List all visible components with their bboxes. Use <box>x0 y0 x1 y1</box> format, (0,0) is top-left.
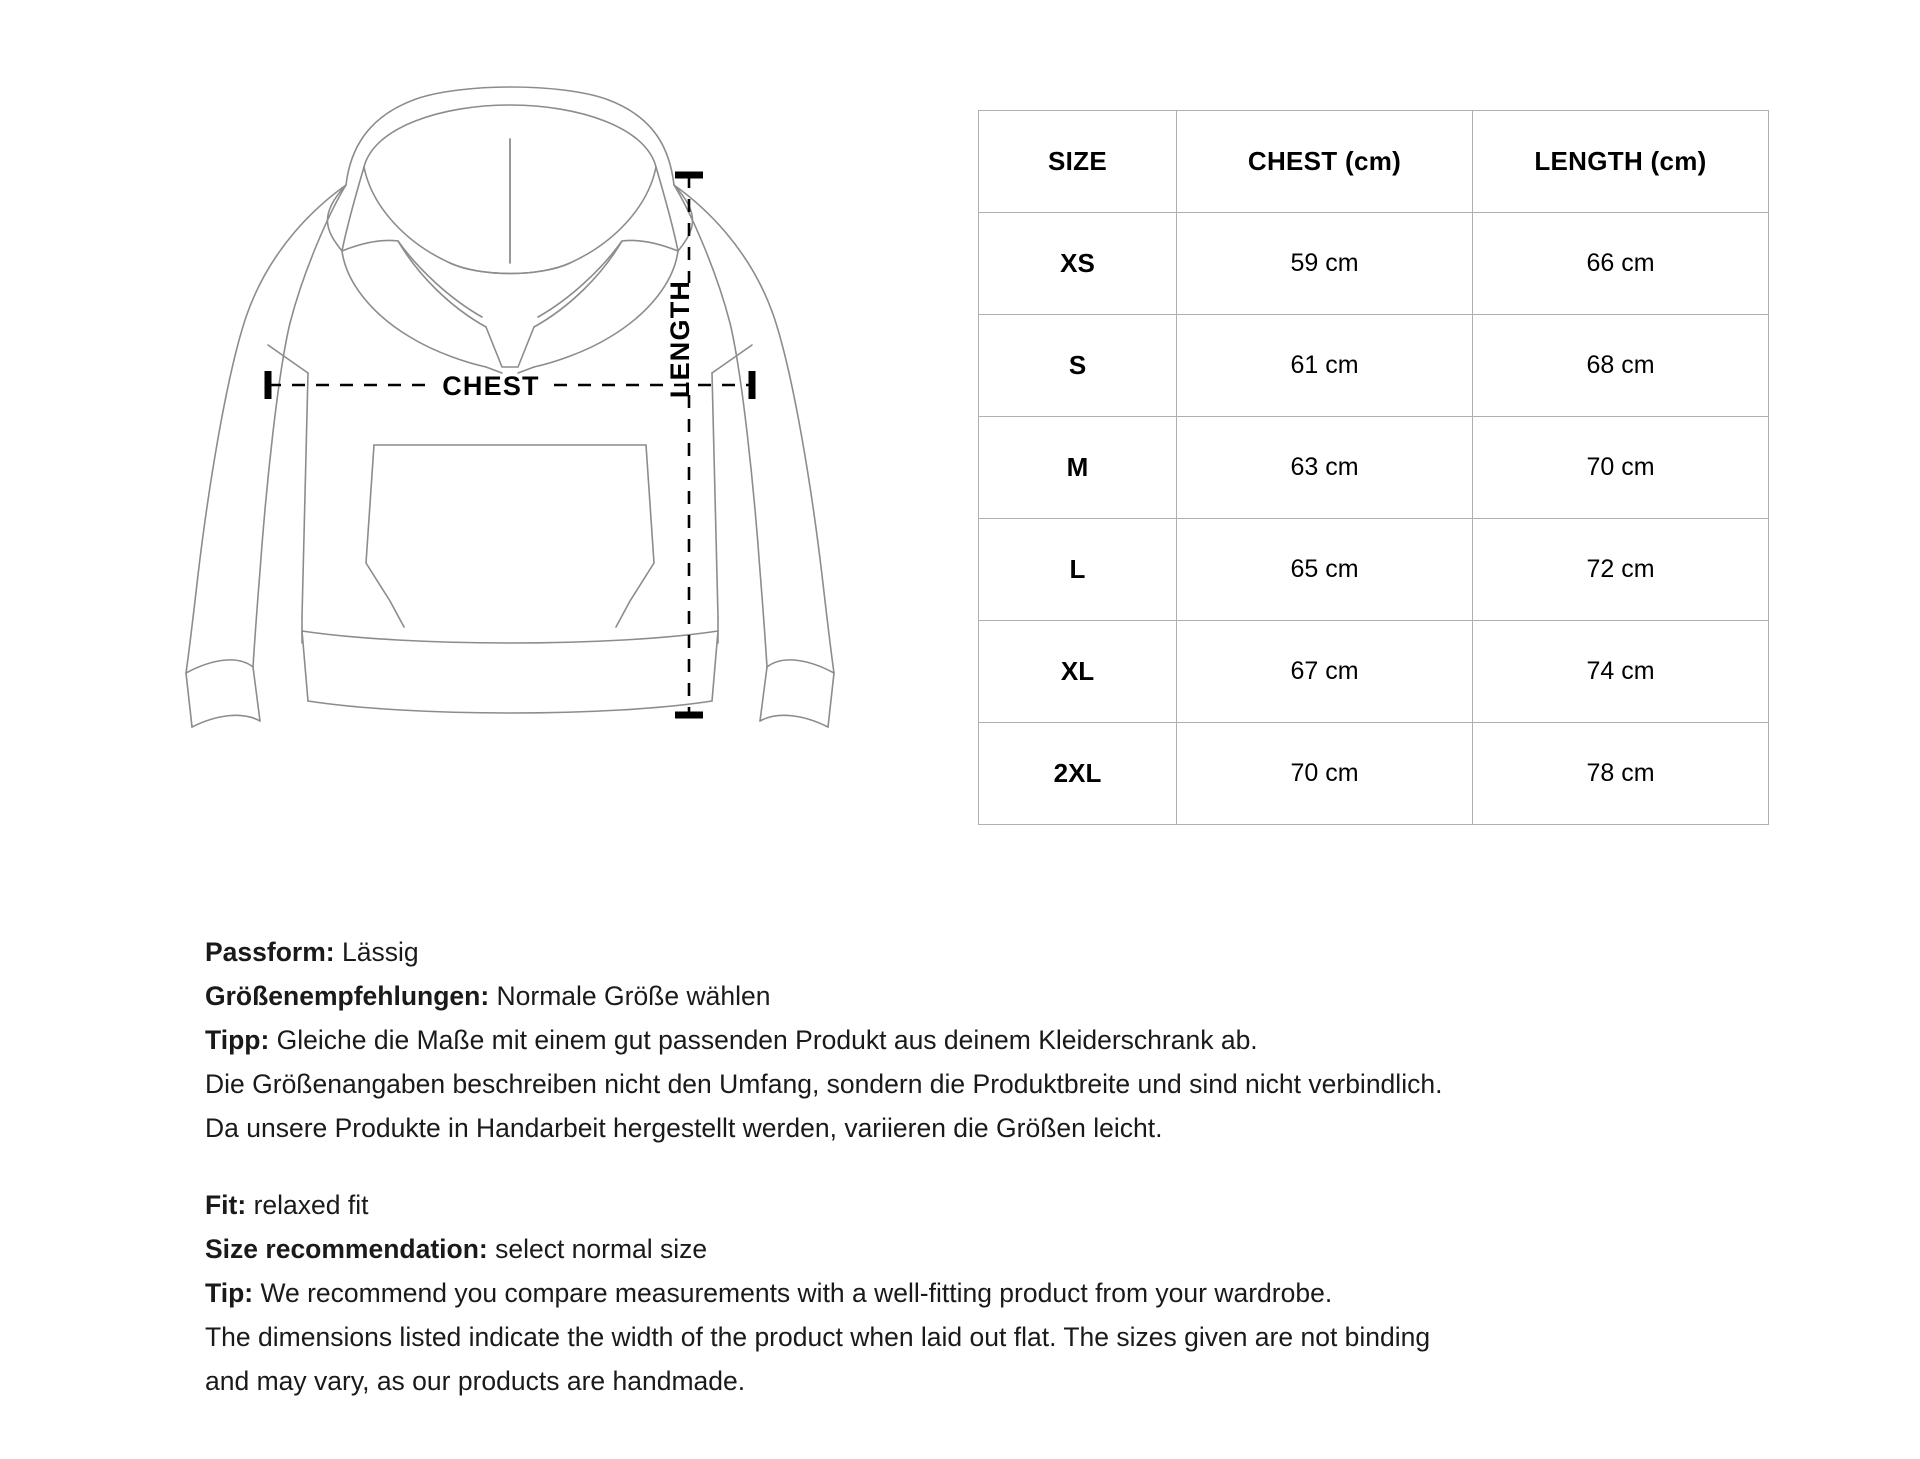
cell-size: S <box>979 315 1177 417</box>
table-row <box>979 621 1769 723</box>
size-table <box>978 110 1769 825</box>
english-recommendation-value: select normal size <box>487 1234 708 1264</box>
english-note-line-1: The dimensions listed indicate the width of the product when laid out flat. The sizes given are not binding <box>205 1322 1431 1352</box>
cell-size: L <box>979 519 1177 621</box>
german-fit-label: Passform: <box>205 937 335 967</box>
german-tip-line <box>205 1018 1442 1062</box>
english-tip-value: We recommend you compare measurements with a well-fitting product from your wardrobe. <box>253 1278 1333 1308</box>
cell-chest: 67 cm <box>1177 621 1473 723</box>
english-info-block <box>205 1183 1430 1403</box>
column-header-size: SIZE <box>979 111 1177 213</box>
german-tip-label: Tipp: <box>205 1025 270 1055</box>
german-fit-line <box>205 930 1442 974</box>
english-recommendation-line <box>205 1227 1430 1271</box>
hoodie-illustration <box>150 55 870 855</box>
english-tip-label: Tip: <box>205 1278 254 1308</box>
english-fit-line <box>205 1183 1430 1227</box>
cell-chest: 65 cm <box>1177 519 1473 621</box>
german-recommendation-line <box>205 974 1442 1018</box>
german-recommendation-value: Normale Größe wählen <box>489 981 771 1011</box>
cell-length: 66 cm <box>1473 213 1769 315</box>
cell-length: 78 cm <box>1473 723 1769 825</box>
cell-size: XS <box>979 213 1177 315</box>
cell-length: 72 cm <box>1473 519 1769 621</box>
column-header-chest: CHEST (cm) <box>1177 111 1473 213</box>
english-fit-label: Fit: <box>205 1190 247 1220</box>
size-table-container <box>978 110 1768 825</box>
table-row <box>979 315 1769 417</box>
svg-text:CHEST: CHEST <box>442 371 540 401</box>
table-row <box>979 213 1769 315</box>
cell-size: M <box>979 417 1177 519</box>
table-header-row <box>979 111 1769 213</box>
german-info-block <box>205 930 1442 1150</box>
german-tip-value: Gleiche die Maße mit einem gut passenden Produkt aus deinem Kleiderschrank ab. <box>269 1025 1258 1055</box>
column-header-length: LENGTH (cm) <box>1473 111 1769 213</box>
english-recommendation-label: Size recommendation: <box>205 1234 488 1264</box>
english-tip-line <box>205 1271 1430 1315</box>
cell-chest: 59 cm <box>1177 213 1473 315</box>
cell-size: 2XL <box>979 723 1177 825</box>
table-row <box>979 519 1769 621</box>
cell-chest: 63 cm <box>1177 417 1473 519</box>
cell-length: 74 cm <box>1473 621 1769 723</box>
cell-length: 70 cm <box>1473 417 1769 519</box>
english-fit-value: relaxed fit <box>246 1190 369 1220</box>
cell-chest: 61 cm <box>1177 315 1473 417</box>
table-row <box>979 723 1769 825</box>
cell-size: XL <box>979 621 1177 723</box>
german-note-line-2: Da unsere Produkte in Handarbeit hergestellt werden, variieren die Größen leicht. <box>205 1113 1163 1143</box>
table-row <box>979 417 1769 519</box>
cell-length: 68 cm <box>1473 315 1769 417</box>
german-recommendation-label: Größenempfehlungen: <box>205 981 490 1011</box>
svg-text:LENGTH: LENGTH <box>665 279 695 399</box>
english-note-line-2: and may vary, as our products are handmade. <box>205 1366 746 1396</box>
cell-chest: 70 cm <box>1177 723 1473 825</box>
german-fit-value: Lässig <box>334 937 419 967</box>
german-note-line-1: Die Größenangaben beschreiben nicht den Umfang, sondern die Produktbreite und sind nicht verbindlich. <box>205 1069 1443 1099</box>
